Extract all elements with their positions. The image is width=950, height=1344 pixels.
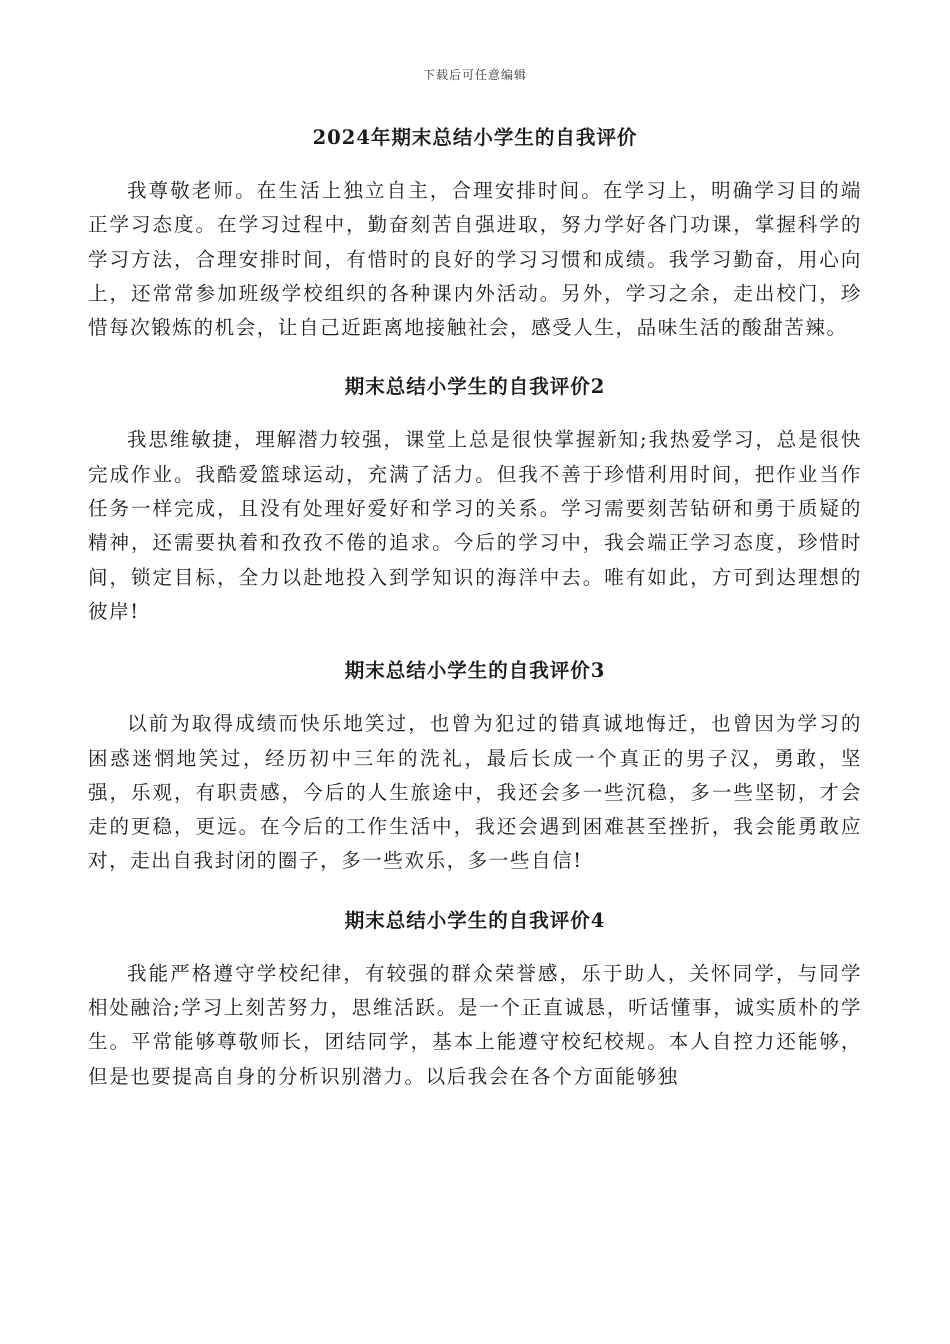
section-2-heading: 期末总结小学生的自我评价2 [344,375,606,399]
section-4-paragraph: 我能严格遵守学校纪律，有较强的群众荣誉感，乐于助人，关怀同学，与同学相处融洽;学习上刻苦努力，思维活跃。是一个正直诚恳，听话懂事，诚实质朴的学生。平常能够尊敬师长，团结同学，基本上能遵守校纪校规。本人自控力还能够，但是也要提高自身的分析识别潜力。以后我会在各个方面能够独 [88,961,862,1088]
section-1-paragraph: 我尊敬老师。在生活上独立自主，合理安排时间。在学习上，明确学习目的端正学习态度。在学习过程中，勤奋刻苦自强进取，努力学好各门功课，掌握科学的学习方法，合理安排时间，有惜时的良好的学习习惯和成绩。我学习勤奋，用心向上，还常常参加班级学校组织的各种课内外活动。另外，学习之余，走出校门，珍惜每次锻炼的机会，让自己近距离地接触社会，感受人生，品味生活的酸甜苦辣。 [88,179,862,340]
document-title: 2024年期末总结小学生的自我评价 [312,126,638,149]
section-4-heading: 期末总结小学生的自我评价4 [344,908,606,932]
document-body [88,116,862,1094]
header-note: 下载后可任意编辑 [422,68,527,82]
section-3-heading: 期末总结小学生的自我评价3 [344,659,606,683]
section-3-paragraph: 以前为取得成绩而快乐地笑过，也曾为犯过的错真诚地悔迁，也曾因为学习的困惑迷惘地笑过，经历初中三年的洗礼，最后长成一个真正的男子汉，勇敢，坚强，乐观，有职责感，今后的人生旅途中，我还会多一些沉稳，多一些坚韧，才会走的更稳，更远。在今后的工作生活中，我还会遇到困难甚至挫折，我会能勇敢应对，走出自我封闭的圈子，多一些欢乐，多一些自信! [88,712,862,873]
section-2-paragraph: 我思维敏捷，理解潜力较强，课堂上总是很快掌握新知;我热爱学习，总是很快完成作业。我酷爱篮球运动，充满了活力。但我不善于珍惜利用时间，把作业当作任务一样完成，且没有处理好爱好和学习的关系。学习需要刻苦钻研和勇于质疑的精神，还需要执着和孜孜不倦的追求。今后的学习中，我会端正学习态度，珍惜时间，锁定目标，全力以赴地投入到学知识的海洋中去。唯有如此，方可到达理想的彼岸! [88,428,862,623]
